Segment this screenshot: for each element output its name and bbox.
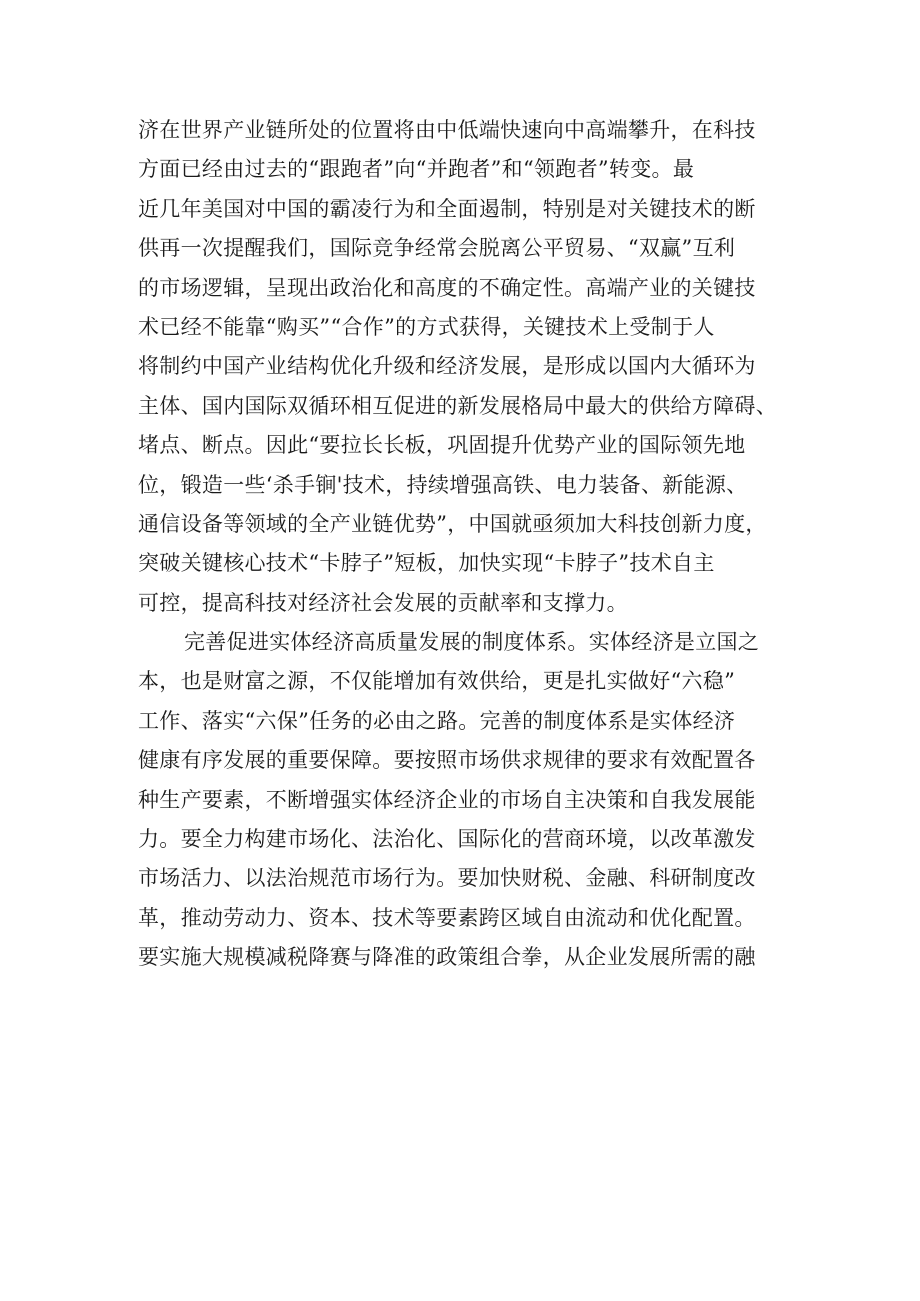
text-line: 供再一次提醒我们，国际竞争经常会脱离公平贸易、“双赢”互利 xyxy=(138,236,736,261)
text-line: 完善促进实体经济高质量发展的制度体系。实体经济是立国之 xyxy=(184,630,760,655)
text-line: 术已经不能靠“购买”“合作”的方式获得，关键技术上受制于人 xyxy=(138,314,715,339)
text-line: 种生产要素，不断增强实体经济企业的市场自主决策和自我发展能 xyxy=(138,787,756,812)
text-line: 本，也是财富之源，不仅能增加有效供给，更是扎实做好“六稳” xyxy=(138,669,736,694)
text-line: 突破关键核心技术“卡脖子”短板，加快实现“卡脖子”技术自主 xyxy=(138,551,715,576)
text-line: 可控，提高科技对经济社会发展的贡献率和支撑力。 xyxy=(138,590,628,615)
text-line: 工作、落实“六保”任务的必由之路。完善的制度体系是实体经济 xyxy=(138,708,736,733)
text-line: 市场活力、以法治规范市场行为。要加快财税、金融、科研制度改 xyxy=(138,866,756,891)
text-line: 健康有序发展的重要保障。要按照市场供求规律的要求有效配置各 xyxy=(138,748,756,773)
paragraph-2 xyxy=(138,623,818,978)
text-line: 力。要全力构建市场化、法治化、国际化的营商环境，以改革激发 xyxy=(138,827,756,852)
body-text xyxy=(138,111,818,978)
text-line: 济在世界产业链所处的位置将由中低端快速向中高端攀升，在科技 xyxy=(138,118,756,142)
text-line: 要实施大规模减税降赛与降准的政策组合拳，从企业发展所需的融 xyxy=(138,945,756,970)
text-line: 革，推动劳动力、资本、技术等要素跨区域自由流动和优化配置。 xyxy=(138,905,756,930)
text-line: 通信设备等领域的全产业链优势”，中国就亟须加大科技创新力度， xyxy=(138,511,767,536)
text-line: 将制约中国产业结构优化升级和经济发展，是形成以国内大循环为 xyxy=(138,354,756,379)
text-line: 的市场逻辑，呈现出政治化和高度的不确定性。高端产业的关键技 xyxy=(138,275,756,300)
text-line: 主体、国内国际双循环相互促进的新发展格局中最大的供给方障碍、 xyxy=(138,393,777,418)
text-line: 堵点、断点。因此“要拉长长板，巩固提升优势产业的国际领先地 xyxy=(138,433,746,458)
text-line: 方面已经由过去的“跟跑者”向“并跑者”和“领跑者”转变。最 xyxy=(138,157,695,182)
text-line: 位，锻造一些‘杀手锏'技术，持续增强高铁、电力装备、新能源、 xyxy=(138,472,748,497)
text-line: 近几年美国对中国的霸凌行为和全面遏制，特别是对关键技术的断 xyxy=(138,196,756,221)
paragraph-1 xyxy=(138,111,818,623)
